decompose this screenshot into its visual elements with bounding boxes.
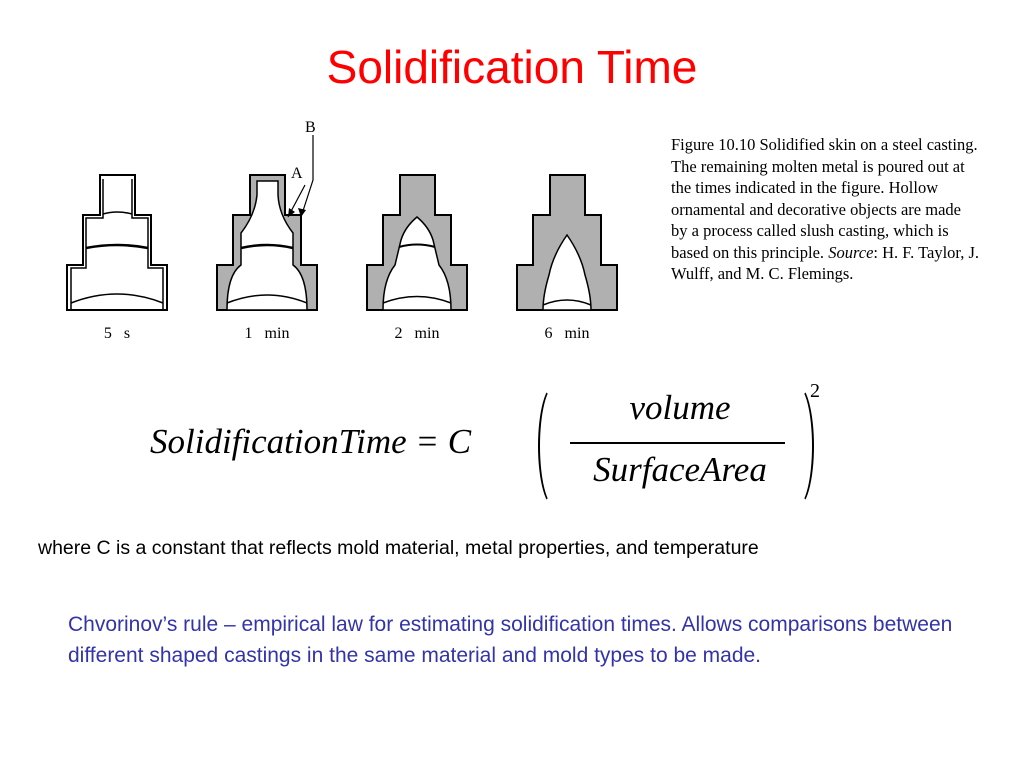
- chvorinov-rule-text: Chvorinov’s rule – empirical law for estimating solidification times. Allows comparisons between different shaped castings in the same material and mold types to be made.: [68, 613, 953, 667]
- stage-label: 2 min: [394, 325, 440, 342]
- caption-text: Figure 10.10 Solidified skin on a steel casting. The remaining molten metal is poured out at the times indicated in the figure. Hollow ornamental and decorative objects are made by a process called slush casting, which is based on this principle.: [671, 135, 978, 262]
- chvorinov-equation: [150, 380, 850, 510]
- equation-denominator: SurfaceArea: [593, 450, 767, 489]
- casting-illustration: [55, 115, 655, 355]
- slide-title: Solidification Time: [326, 41, 698, 93]
- equation-numerator: volume: [629, 388, 731, 427]
- stage-label: 6 min: [544, 325, 590, 342]
- stage-label: 5 s: [103, 325, 131, 342]
- caption-source: : H. F. Taylor, J. Wulff, and M. C. Flemings.: [671, 242, 980, 283]
- right-parenthesis: [780, 384, 814, 508]
- casting-stage-1min: [217, 175, 317, 310]
- equation-lhs: SolidificationTime = C: [150, 422, 472, 461]
- casting-stage-5s: [67, 175, 167, 310]
- casting-figure: [55, 115, 655, 355]
- marker-b: B: [305, 119, 316, 136]
- casting-stage-6min: [517, 175, 617, 310]
- left-parenthesis: [538, 384, 572, 508]
- caption-source-label: Source: [828, 242, 874, 262]
- equation-exponent: 2: [810, 380, 820, 402]
- casting-stage-2min: [367, 175, 467, 310]
- figure-caption: [671, 134, 981, 285]
- constant-note: where C is a constant that reflects mold material, metal properties, and temperature: [38, 537, 759, 559]
- fraction-bar: [570, 442, 785, 444]
- marker-a: A: [291, 165, 303, 182]
- stage-label: 1 min: [244, 325, 290, 342]
